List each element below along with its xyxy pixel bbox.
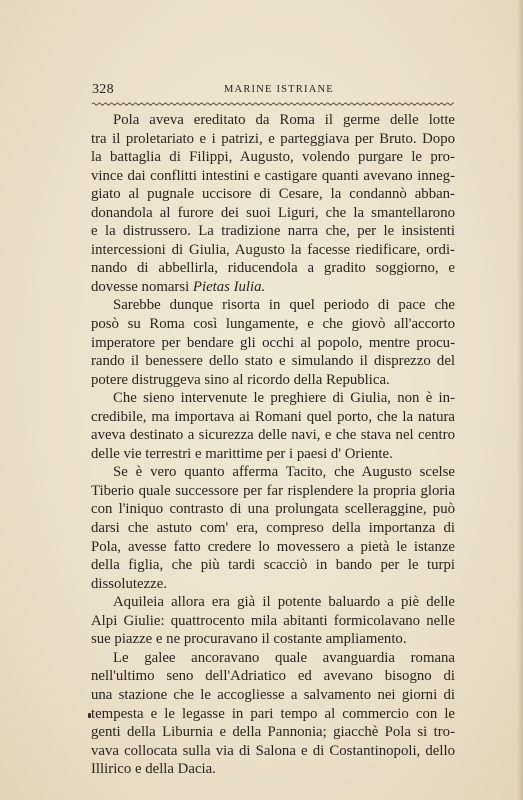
text-line-content: Che sieno intervenute le preghiere di Giulia, non è in- xyxy=(113,390,455,407)
text-line-content: tra il proletariato e i patrizi, e parteggiava per Bruto. Dopo xyxy=(91,130,455,147)
text-line xyxy=(91,556,455,575)
text-line-content: rando il benessere dello stato e simulando il disprezzo del xyxy=(91,353,455,370)
text-line-content: tempesta e le legasse in pari tempo al commercio con le xyxy=(91,705,455,722)
text-line-content: Pola aveva ereditato da Roma il germe delle lotte xyxy=(113,112,455,128)
text-line-content: vince dai conflitti intestini e castigare quanti avevano inneg- xyxy=(91,167,455,184)
text-line-content: una stazione che le accogliesse a salvamento nei giorni di xyxy=(91,686,455,703)
text-line-content: potere distruggeva sino al ricordo della Republica. xyxy=(91,371,390,388)
text-line-content: nando di abbellirla, riducendola a gradito soggiorno, e xyxy=(91,260,455,277)
text-line xyxy=(91,445,455,464)
text-line-content: la battaglia di Filippi, Augusto, volendo purgare le pro- xyxy=(91,149,455,166)
text-line-content: donandola al furore dei suoi Liguri, che la smantellarono xyxy=(91,204,455,221)
text-line xyxy=(91,241,455,260)
text-line xyxy=(91,315,455,334)
text-line xyxy=(91,408,455,427)
text-line xyxy=(91,278,455,297)
text-line xyxy=(91,185,455,204)
text-line xyxy=(91,130,455,149)
text-line-content: Le galee ancoravano quale avanguardia romana xyxy=(113,649,455,666)
text-line-content: delle vie terrestri e marittime per i paesi d' Oriente. xyxy=(91,445,393,462)
text-line-content: Tiberio quale successore per far risplendere la propria gloria xyxy=(91,482,455,499)
body-text xyxy=(91,111,455,779)
text-line xyxy=(91,111,455,130)
text-line xyxy=(91,686,455,705)
text-line-content: genti della Liburnia e della Pannonia; giacchè Pola si tro- xyxy=(91,724,455,741)
text-line xyxy=(91,148,455,167)
text-line-content: dovesse nomarsi xyxy=(91,278,193,295)
text-line xyxy=(91,259,455,278)
text-line-content: Illirico e della Dacia. xyxy=(91,761,216,778)
text-line xyxy=(91,296,455,315)
text-line xyxy=(91,426,455,445)
text-line xyxy=(91,575,455,594)
page-number: 328 xyxy=(92,82,114,97)
text-line-content: posò su Roma così lungamente, e che giovò all'accorto xyxy=(91,316,455,333)
text-line-content: aveva destinato a sicurezza delle navi, e che stava nel centro xyxy=(91,427,455,444)
decorative-wavy-rule xyxy=(92,101,454,107)
text-line-content: Se è vero quanto afferma Tacito, che Augusto scelse xyxy=(113,464,455,481)
text-line-content: Sarebbe dunque risorta in quel periodo di pace che xyxy=(113,297,455,314)
text-line xyxy=(91,167,455,186)
text-line-content: dissolutezze. xyxy=(91,575,168,592)
text-line xyxy=(91,612,455,631)
text-line xyxy=(91,222,455,241)
text-line xyxy=(91,723,455,742)
text-line xyxy=(91,593,455,612)
text-line-content: Pola, avesse fatto credere lo movessero a pietà le istanze xyxy=(91,538,455,555)
text-line xyxy=(91,352,455,371)
text-line-content: darsi che astuto com' era, compreso della importanza di xyxy=(91,520,455,537)
text-line xyxy=(91,389,455,408)
text-line-content: della figlia, che più tardi scacciò in bando per le turpi xyxy=(91,557,455,574)
text-line-content: credibile, ma importava ai Romani quel porto, che la natura xyxy=(91,408,455,425)
text-line xyxy=(91,760,455,779)
page-header xyxy=(92,80,454,100)
page-edge-shadow xyxy=(517,0,523,800)
text-line-content: vava collocata sulla via di Salona e di Costantinopoli, dello xyxy=(91,742,455,759)
text-line xyxy=(91,519,455,538)
text-line xyxy=(91,371,455,390)
text-line xyxy=(91,334,455,353)
text-line xyxy=(91,630,455,649)
text-line xyxy=(91,463,455,482)
text-line xyxy=(91,204,455,223)
running-title: MARINE ISTRIANE xyxy=(224,84,334,95)
text-line-content: Aquileia allora era già il potente baluardo a piè delle xyxy=(113,594,455,611)
text-line xyxy=(91,482,455,501)
italic-text: Pietas Iulia. xyxy=(192,278,266,295)
text-line-content: intercessioni di Giulia, Augusto la facesse riedificare, ordi- xyxy=(91,241,455,258)
text-line-content: imperatore per bendare gli occhi al popolo, mentre procu- xyxy=(91,334,455,351)
text-line xyxy=(91,705,455,724)
text-line-content: nell'ultimo seno dell'Adriatico ed avevano bisogno di xyxy=(91,668,455,685)
text-line xyxy=(91,500,455,519)
text-line xyxy=(91,667,455,686)
text-line-content: giato al pugnale uccisore di Cesare, la condannò abban- xyxy=(91,186,455,203)
text-line xyxy=(91,538,455,557)
text-line xyxy=(91,742,455,761)
text-line-content: con l'iniquo contrasto di una prolungata scelleraggine, può xyxy=(91,501,455,518)
text-line-content: e la distrussero. La tradizione narra che, per le insistenti xyxy=(91,223,455,240)
text-line xyxy=(91,649,455,668)
ink-speck xyxy=(88,713,91,718)
text-line-content: sue piazze e ne procuravano il costante ampliamento. xyxy=(91,631,407,648)
text-line-content: Alpi Giulie: quattrocento mila abitanti formicolavano nelle xyxy=(91,612,455,629)
